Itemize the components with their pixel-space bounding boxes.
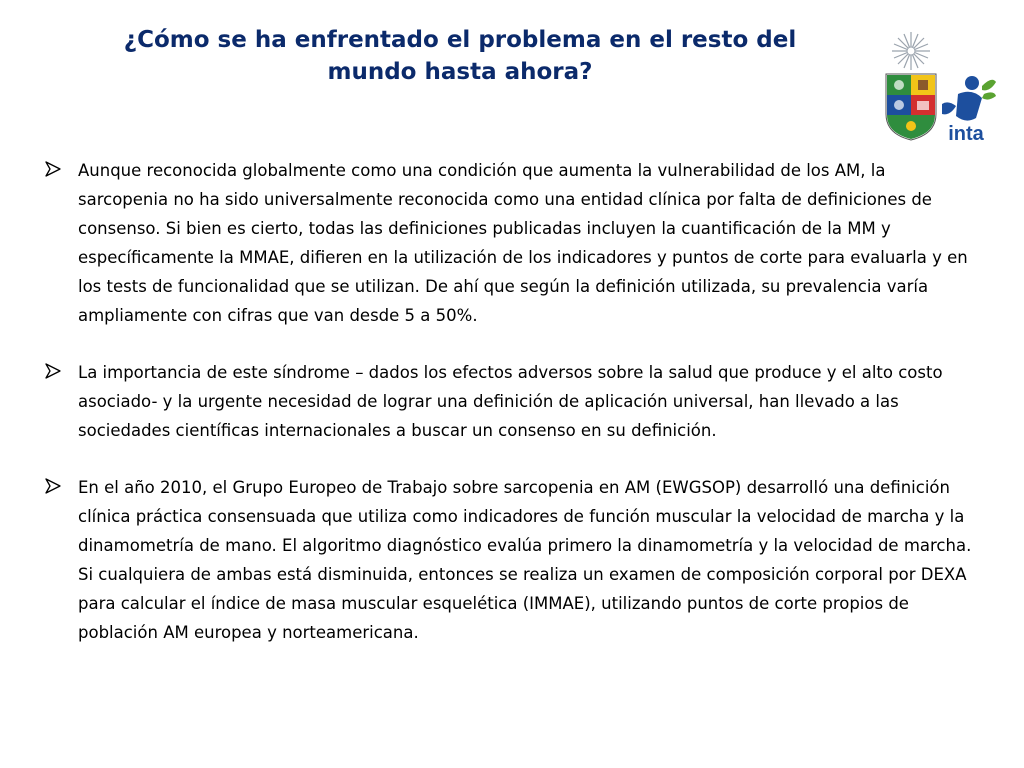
bullet-text: Aunque reconocida globalmente como una condición que aumenta la vulnerabilidad de los AM, la sarcopenia no ha sido universalmente reconocida como una entidad clínica por falta de definiciones de consenso. Si bien es cierto, todas las definiciones publicadas incluyen la cuantificación de la MM y específicamente la MMAE, difieren en la utilización de los indicadores y puntos de corte para evaluarla y en los tests de funcionalidad que se utilizan. De ahí que según la definición utilizada, su prevalencia varía ampliamente con cifras que van desde 5 a 50%. — [78, 161, 968, 325]
slide-title: ¿Cómo se ha enfrentado el problema en el resto del mundo hasta ahora? — [123, 27, 797, 85]
arrow-bullet-icon — [44, 477, 62, 495]
bullet-list — [44, 156, 974, 675]
bullet-text: En el año 2010, el Grupo Europeo de Trabajo sobre sarcopenia en AM (EWGSOP) desarrolló una definición clínica práctica consensuada que utiliza como indicadores de función muscular la velocidad de marcha y la dinamometría de mano. El algoritmo diagnóstico evalúa primero la dinamometría y la velocidad de marcha. Si cualquiera de ambas está disminuida, entonces se realiza un examen de composición corporal por DEXA para calcular el índice de masa muscular esquelética (IMMAE), utilizando puntos de corte propios de población AM europea y norteamericana. — [78, 478, 972, 642]
inta-logo-text: inta — [948, 123, 984, 144]
shield-icon — [886, 74, 936, 140]
list-item — [44, 473, 974, 647]
arrow-bullet-icon — [44, 362, 62, 380]
bullet-text: La importancia de este síndrome – dados los efectos adversos sobre la salud que produce y el alto costo asociado- y la urgente necesidad de lograr una definición de aplicación universal, han llevado a las sociedades científicas internacionales a buscar un consenso en su definición. — [78, 363, 943, 440]
arrow-bullet-icon — [44, 160, 62, 178]
list-item — [44, 156, 974, 330]
logo-group — [868, 30, 998, 150]
inta-logo — [936, 74, 998, 144]
person-icon — [942, 76, 996, 121]
list-item — [44, 358, 974, 445]
